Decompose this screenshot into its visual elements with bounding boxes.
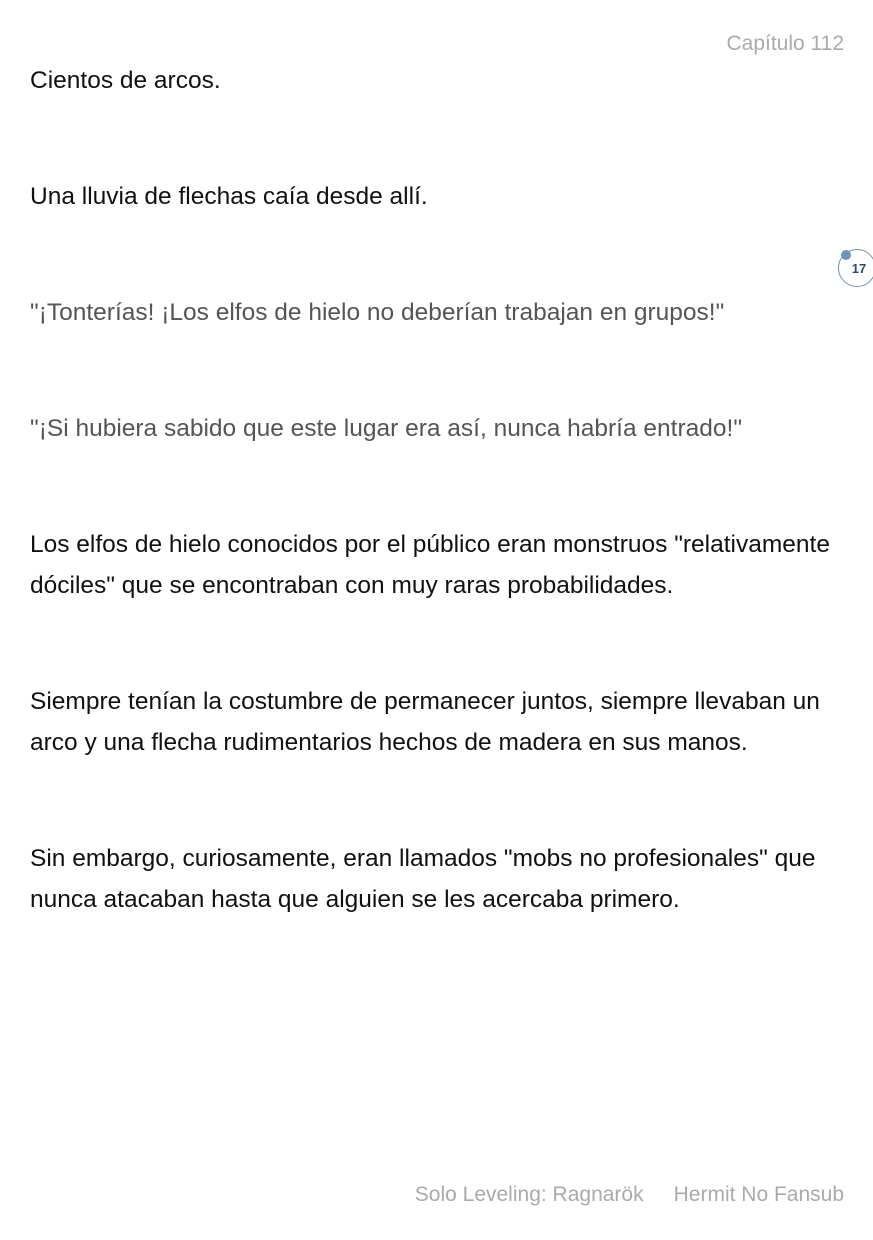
paragraph-5: Sin embargo, curiosamente, eran llamados "mobs no profesionales" que nunca atacaban hasta que alguien se les acercaba primero. [30, 845, 816, 913]
paragraph-4: Siempre tenían la costumbre de permanecer juntos, siempre llevaban un arco y una flecha rudimentarios hechos de madera en sus manos. [30, 688, 820, 756]
chapter-body [30, 60, 845, 995]
footer [415, 1183, 844, 1207]
badge-dot-icon [841, 250, 851, 260]
dialogue-2: "¡Si hubiera sabido que este lugar era así, nunca habría entrado!" [30, 415, 743, 442]
paragraph-3: Los elfos de hielo conocidos por el público eran monstruos "relativamente dóciles" que se encontraban con muy raras probabilidades. [30, 531, 830, 599]
paragraph-1: Cientos de arcos. [30, 67, 221, 94]
paragraph-2: Una lluvia de flechas caía desde allí. [30, 183, 428, 210]
dialogue-1: "¡Tonterías! ¡Los elfos de hielo no deberían trabajan en grupos!" [30, 299, 725, 326]
footer-translator: Hermit No Fansub [673, 1183, 844, 1206]
footer-novel-title: Solo Leveling: Ragnarök [414, 1183, 644, 1206]
chapter-label: Capítulo 112 [726, 32, 844, 55]
page-number-badge[interactable]: 17 [838, 249, 873, 287]
